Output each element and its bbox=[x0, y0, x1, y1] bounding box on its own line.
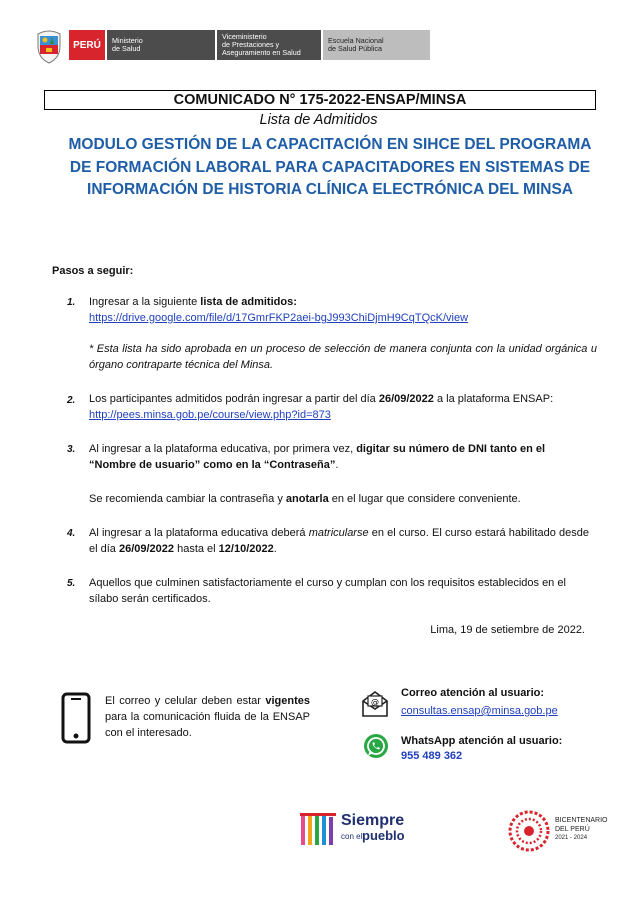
email-heading: Correo atención al usuario: bbox=[401, 687, 545, 699]
comunicado-title: COMUNICADO N° 175-2022-ENSAP/MINSA bbox=[44, 90, 596, 110]
step-number: 4. bbox=[67, 528, 76, 539]
contact-note: El correo y celular deben estar vigentes para la comunicación fluida de la ENSAP con el interesado. bbox=[105, 695, 310, 739]
whatsapp-heading: WhatsApp atención al usuario: bbox=[401, 735, 563, 747]
step-5-text: Aquellos que culminen satisfactoriamente el curso y cumplan con los requisitos establecidos en el sílabo serán certificados. bbox=[89, 577, 566, 605]
step-1-note: * Esta lista ha sido aprobada en un proceso de selección de manera conjunta con la unidad orgánica u órgano contraparte técnica del Minsa. bbox=[89, 343, 597, 371]
step-3-text: Al ingresar a la plataforma educativa, por primera vez, digitar su número de DNI tanto en el “Nombre de usuario” como en la “Contraseña”. bbox=[89, 443, 546, 471]
step-4-text: Al ingresar a la plataforma educativa deberá matricularse en el curso. El curso estará habilitado desde el día 26/09/2022 hasta el 12/10/2022. bbox=[89, 527, 589, 555]
siempre-text: Siempre bbox=[341, 812, 405, 829]
step-number: 5. bbox=[67, 578, 76, 589]
dni-instruction: digitar su número de DNI tanto en el “Nombre de usuario” como en la “Contraseña” bbox=[89, 443, 546, 471]
peru-logo: PERÚ bbox=[69, 30, 105, 60]
mobile-phone-icon bbox=[61, 692, 91, 749]
email-icon bbox=[361, 690, 389, 723]
step-1-bold: lista de admitidos: bbox=[200, 296, 297, 308]
siempre-logo-icon bbox=[300, 811, 338, 852]
step-1-text bbox=[89, 294, 599, 326]
step-number: 3. bbox=[67, 444, 76, 455]
bicentenario-text: BICENTENARIO DEL PERÚ 2021 - 2024 bbox=[555, 817, 608, 841]
subtitle: Lista de Admitidos bbox=[259, 112, 378, 128]
step-2-text: Los participantes admitidos podrán ingresar a partir del día 26/09/2022 a la plataforma ENSAP: http://pees.minsa.gob.pe/course/view.php?id=873 bbox=[89, 393, 554, 421]
step-number: 1. bbox=[67, 297, 76, 308]
email-link[interactable]: consultas.ensap@minsa.gob.pe bbox=[401, 705, 558, 717]
viceministerio-block: Viceministerio de Prestaciones y Aseguramiento en Salud bbox=[217, 30, 321, 60]
date-line: Lima, 19 de setiembre de 2022. bbox=[430, 624, 585, 636]
step-1-label: Ingresar a la siguiente bbox=[89, 296, 201, 308]
admitidos-list-link[interactable]: https://drive.google.com/file/d/17GmrFKP2aei-bgJ993ChiDjmH9CqTQcK/view bbox=[89, 312, 469, 324]
whatsapp-number: 955 489 362 bbox=[401, 750, 463, 762]
pueblo-text: pueblo bbox=[362, 828, 405, 843]
con-el-text: con el bbox=[341, 832, 363, 841]
ministerio-block: Ministerio de Salud bbox=[107, 30, 215, 60]
escuela-block: Escuela Nacional de Salud Pública bbox=[323, 30, 430, 60]
ensap-platform-link[interactable]: http://pees.minsa.gob.pe/course/view.php?id=873 bbox=[89, 409, 331, 421]
whatsapp-icon bbox=[363, 733, 389, 764]
step-3-recommendation: Se recomienda cambiar la contraseña y anotarla en el lugar que considere conveniente. bbox=[89, 493, 521, 505]
svg-text:@: @ bbox=[371, 697, 379, 707]
bicentenario-logo-icon bbox=[508, 810, 550, 857]
main-title: MODULO GESTIÓN DE LA CAPACITACIÓN EN SIHCE DEL PROGRAMA DE FORMACIÓN LABORAL PARA CAPACITADORES EN SISTEMAS DE INFORMACIÓN DE HISTORIA CLÍNICA ELECTRÓNICA DEL MINSA bbox=[68, 136, 592, 198]
coat-of-arms-icon bbox=[34, 28, 64, 64]
steps-heading: Pasos a seguir: bbox=[52, 265, 134, 277]
start-date: 26/09/2022 bbox=[378, 393, 434, 405]
step-number: 2. bbox=[67, 395, 76, 406]
